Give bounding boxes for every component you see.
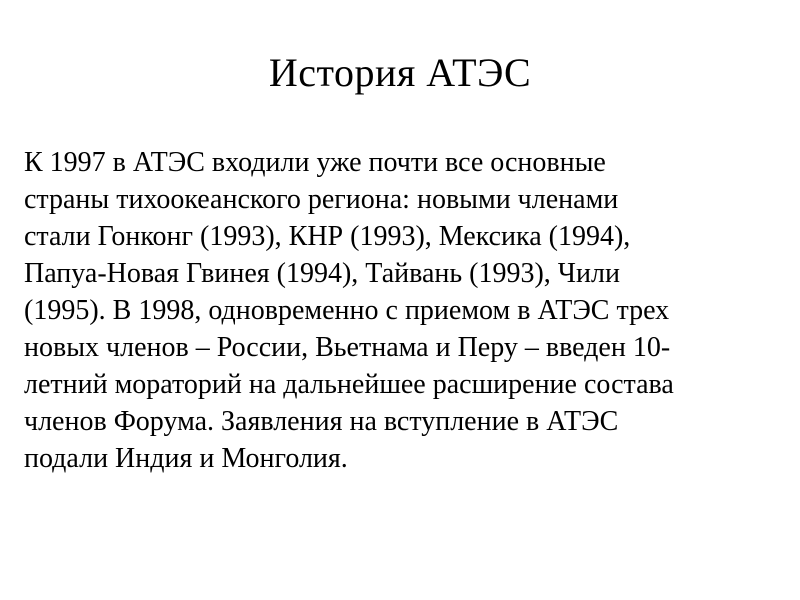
body-text-line: летний мораторий на дальнейшее расширение состава bbox=[24, 369, 674, 400]
body-text-line: членов Форума. Заявления на вступление в АТЭС bbox=[24, 406, 619, 437]
slide-title: История АТЭС bbox=[268, 50, 532, 95]
body-text-line: новых членов – России, Вьетнама и Перу – введен 10- bbox=[24, 332, 671, 363]
body-text-line: Папуа-Новая Гвинея (1994), Тайвань (1993), Чили bbox=[24, 258, 620, 289]
body-text-line: стали Гонконг (1993), КНР (1993), Мексика (1994), bbox=[24, 221, 631, 252]
slide-body bbox=[24, 144, 784, 477]
body-text-line: К 1997 в АТЭС входили уже почти все основные bbox=[24, 147, 606, 178]
body-text-line: подали Индия и Монголия. bbox=[24, 443, 348, 474]
body-text-line: страны тихоокеанского региона: новыми членами bbox=[24, 184, 619, 215]
body-text-line: (1995). В 1998, одновременно с приемом в АТЭС трех bbox=[24, 295, 670, 326]
